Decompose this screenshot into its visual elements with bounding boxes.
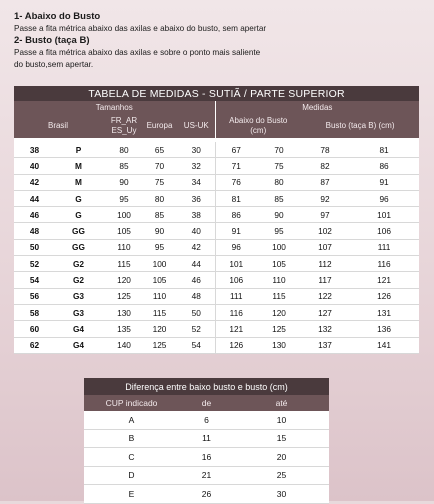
cell-under-bust-max: 90: [257, 207, 301, 223]
cell-bust-min: 92: [301, 190, 349, 206]
cell-bust-max: 111: [349, 239, 419, 255]
cell-cup: C: [84, 448, 179, 467]
cell-under-bust-max: 110: [257, 272, 301, 288]
cell-bust-min: 137: [301, 337, 349, 353]
cell-under-bust-max: 95: [257, 223, 301, 239]
col-header-fr-line2: ES_Uy: [111, 126, 137, 135]
cell-europa: 120: [141, 321, 178, 337]
cell-bust-min: 78: [301, 142, 349, 158]
cell-under-bust-max: 75: [257, 158, 301, 174]
cell-fr-ar-es-uy: 85: [107, 158, 141, 174]
cell-us-uk: 44: [178, 256, 215, 272]
cell-bust-min: 122: [301, 288, 349, 304]
cell-diff-to: 25: [234, 466, 329, 485]
cell-size-letter: G2: [55, 272, 102, 288]
cell-europa: 115: [141, 304, 178, 320]
cup-table-title: Diferença entre baixo busto e busto (cm): [84, 378, 329, 395]
size-table: [14, 86, 419, 354]
cell-us-uk: 36: [178, 190, 215, 206]
col-header-under-bust: [215, 114, 301, 138]
cell-under-bust-min: 96: [215, 239, 257, 255]
cell-brasil: 56: [14, 288, 55, 304]
instruction-1-text: Passe a fita métrica abaixo das axilas e abaixo do busto, sem apertar: [14, 24, 267, 33]
cell-brasil: 62: [14, 337, 55, 353]
cell-brasil: 54: [14, 272, 55, 288]
cell-under-bust-max: 100: [257, 239, 301, 255]
cell-under-bust-min: 86: [215, 207, 257, 223]
cell-us-uk: 50: [178, 304, 215, 320]
cell-brasil: 48: [14, 223, 55, 239]
group-header-measures: Medidas: [215, 101, 419, 114]
table-row: [14, 288, 419, 304]
cell-us-uk: 30: [178, 142, 215, 158]
cell-diff-from: 26: [179, 485, 234, 504]
table-row: [14, 190, 419, 206]
cell-under-bust-min: 101: [215, 256, 257, 272]
size-table-title: TABELA DE MEDIDAS - SUTIÃ / PARTE SUPERIOR: [14, 86, 419, 101]
cell-size-letter: M: [55, 158, 102, 174]
cell-us-uk: 40: [178, 223, 215, 239]
cell-size-letter: G3: [55, 304, 102, 320]
cell-size-letter: GG: [55, 239, 102, 255]
table-row: [14, 207, 419, 223]
cell-brasil: 40: [14, 158, 55, 174]
table-row: [14, 174, 419, 190]
cell-bust-max: 126: [349, 288, 419, 304]
cell-bust-min: 127: [301, 304, 349, 320]
cell-bust-min: 107: [301, 239, 349, 255]
cell-size-letter: GG: [55, 223, 102, 239]
cell-under-bust-max: 120: [257, 304, 301, 320]
cell-europa: 125: [141, 337, 178, 353]
cell-fr-ar-es-uy: 130: [107, 304, 141, 320]
cell-diff-to: 20: [234, 448, 329, 467]
cell-cup: E: [84, 485, 179, 504]
col-header-fr-ar-es-uy: [107, 114, 141, 138]
table-row: [14, 223, 419, 239]
cell-under-bust-min: 81: [215, 190, 257, 206]
cell-bust-min: 82: [301, 158, 349, 174]
cell-bust-max: 101: [349, 207, 419, 223]
cell-fr-ar-es-uy: 95: [107, 190, 141, 206]
instruction-1-heading: 1- Abaixo do Busto: [14, 11, 101, 22]
cell-fr-ar-es-uy: 105: [107, 223, 141, 239]
cell-size-letter: G4: [55, 321, 102, 337]
cell-us-uk: 32: [178, 158, 215, 174]
cell-diff-from: 21: [179, 466, 234, 485]
cell-diff-to: 30: [234, 485, 329, 504]
cup-row: [84, 448, 329, 467]
col-header-europa: Europa: [141, 114, 178, 138]
instruction-2-heading: 2- Busto (taça B): [14, 35, 90, 46]
cell-under-bust-max: 85: [257, 190, 301, 206]
cell-fr-ar-es-uy: 115: [107, 256, 141, 272]
col-header-fr-line1: FR_AR: [110, 116, 138, 125]
table-row: [14, 256, 419, 272]
cell-us-uk: 46: [178, 272, 215, 288]
cell-bust-min: 87: [301, 174, 349, 190]
cell-diff-to: 15: [234, 429, 329, 448]
cell-brasil: 52: [14, 256, 55, 272]
cell-cup: A: [84, 411, 179, 429]
cell-bust-max: 116: [349, 256, 419, 272]
cell-brasil: 44: [14, 190, 55, 206]
cell-fr-ar-es-uy: 90: [107, 174, 141, 190]
cup-row: [84, 429, 329, 448]
table-row: [14, 321, 419, 337]
group-header-sizes: Tamanhos: [14, 101, 215, 114]
cell-diff-from: 6: [179, 411, 234, 429]
cell-brasil: 38: [14, 142, 55, 158]
cell-size-letter: M: [55, 174, 102, 190]
cell-fr-ar-es-uy: 110: [107, 239, 141, 255]
cell-bust-max: 106: [349, 223, 419, 239]
cell-brasil: 46: [14, 207, 55, 223]
cell-under-bust-min: 121: [215, 321, 257, 337]
cell-fr-ar-es-uy: 120: [107, 272, 141, 288]
cell-bust-max: 96: [349, 190, 419, 206]
cell-under-bust-min: 67: [215, 142, 257, 158]
cell-fr-ar-es-uy: 140: [107, 337, 141, 353]
cell-cup: D: [84, 466, 179, 485]
cell-diff-from: 16: [179, 448, 234, 467]
col-header-under-line1: Abaixo do Busto: [229, 116, 288, 125]
cell-bust-min: 97: [301, 207, 349, 223]
cell-size-letter: G: [55, 207, 102, 223]
cup-row: [84, 466, 329, 485]
cell-under-bust-max: 70: [257, 142, 301, 158]
cell-under-bust-min: 106: [215, 272, 257, 288]
cell-europa: 90: [141, 223, 178, 239]
cell-bust-max: 141: [349, 337, 419, 353]
cell-bust-max: 136: [349, 321, 419, 337]
cell-under-bust-min: 126: [215, 337, 257, 353]
cell-bust-min: 132: [301, 321, 349, 337]
cell-under-bust-max: 115: [257, 288, 301, 304]
cell-under-bust-min: 91: [215, 223, 257, 239]
cell-fr-ar-es-uy: 135: [107, 321, 141, 337]
cell-size-letter: G3: [55, 288, 102, 304]
cell-brasil: 50: [14, 239, 55, 255]
cell-bust-max: 91: [349, 174, 419, 190]
col-header-brasil: Brasil: [14, 114, 102, 138]
cell-under-bust-max: 125: [257, 321, 301, 337]
cup-col-header-from: de: [179, 395, 234, 411]
cell-us-uk: 52: [178, 321, 215, 337]
cell-fr-ar-es-uy: 100: [107, 207, 141, 223]
cell-size-letter: G: [55, 190, 102, 206]
cell-bust-max: 131: [349, 304, 419, 320]
cup-col-header-to: até: [234, 395, 329, 411]
cell-under-bust-max: 105: [257, 256, 301, 272]
cell-under-bust-min: 71: [215, 158, 257, 174]
cell-europa: 80: [141, 190, 178, 206]
measurement-instructions: [14, 11, 266, 71]
cell-brasil: 42: [14, 174, 55, 190]
cup-table: [84, 378, 329, 504]
cell-under-bust-max: 80: [257, 174, 301, 190]
cell-size-letter: G4: [55, 337, 102, 353]
cell-europa: 110: [141, 288, 178, 304]
table-row: [14, 239, 419, 255]
cell-under-bust-max: 130: [257, 337, 301, 353]
cell-cup: B: [84, 429, 179, 448]
table-row: [14, 337, 419, 353]
cell-us-uk: 34: [178, 174, 215, 190]
cell-brasil: 58: [14, 304, 55, 320]
cell-europa: 105: [141, 272, 178, 288]
cup-row: [84, 485, 329, 504]
cell-europa: 95: [141, 239, 178, 255]
instruction-2-text-line2: do busto,sem apertar.: [14, 60, 94, 69]
cell-us-uk: 42: [178, 239, 215, 255]
cell-under-bust-min: 116: [215, 304, 257, 320]
table-row: [14, 142, 419, 158]
cell-bust-min: 112: [301, 256, 349, 272]
cell-europa: 75: [141, 174, 178, 190]
cup-row: [84, 411, 329, 429]
cell-bust-max: 86: [349, 158, 419, 174]
col-header-under-line2: (cm): [250, 126, 267, 135]
cell-bust-max: 121: [349, 272, 419, 288]
col-header-us-uk: US-UK: [178, 114, 215, 138]
cell-europa: 85: [141, 207, 178, 223]
cell-europa: 100: [141, 256, 178, 272]
cup-col-header-cup: CUP indicado: [84, 395, 179, 411]
cell-bust-min: 117: [301, 272, 349, 288]
cell-europa: 70: [141, 158, 178, 174]
cell-size-letter: P: [55, 142, 102, 158]
cell-us-uk: 48: [178, 288, 215, 304]
cell-brasil: 60: [14, 321, 55, 337]
cell-us-uk: 54: [178, 337, 215, 353]
instruction-2-text-line1: Passe a fita métrica abaixo das axilas e sobre o ponto mais saliente: [14, 48, 261, 57]
cell-under-bust-min: 76: [215, 174, 257, 190]
table-row: [14, 272, 419, 288]
cell-diff-to: 10: [234, 411, 329, 429]
cell-diff-from: 11: [179, 429, 234, 448]
table-row: [14, 158, 419, 174]
cell-bust-min: 102: [301, 223, 349, 239]
cell-size-letter: G2: [55, 256, 102, 272]
cell-fr-ar-es-uy: 125: [107, 288, 141, 304]
col-header-bust: Busto (taça B) (cm): [301, 114, 419, 138]
cell-us-uk: 38: [178, 207, 215, 223]
cell-fr-ar-es-uy: 80: [107, 142, 141, 158]
cell-europa: 65: [141, 142, 178, 158]
cell-bust-max: 81: [349, 142, 419, 158]
table-row: [14, 304, 419, 320]
cell-under-bust-min: 111: [215, 288, 257, 304]
